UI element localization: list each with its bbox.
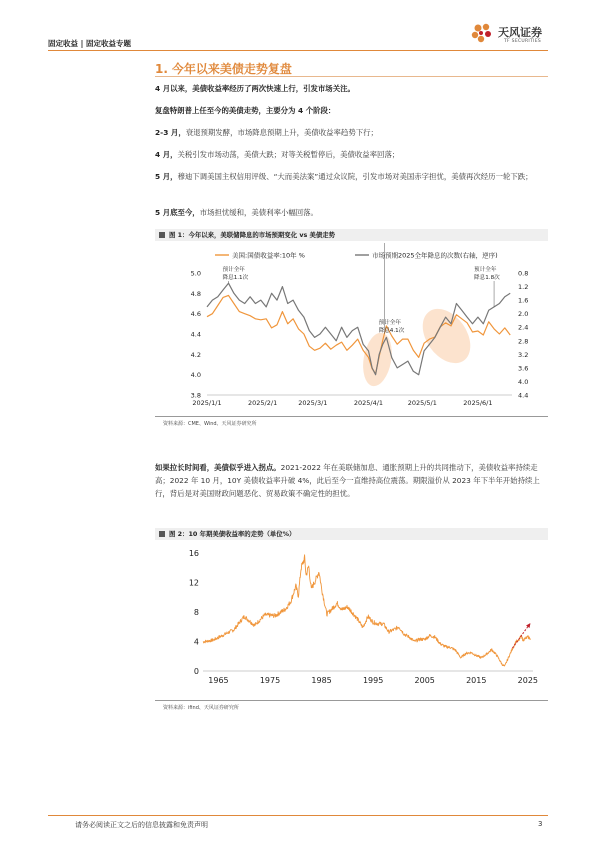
x-tick-label: 2025	[517, 676, 539, 685]
x-tick-label: 2025/4/1	[353, 399, 384, 407]
y-left-tick-label: 4.8	[190, 289, 201, 298]
y-right-tick-label: 4.0	[518, 377, 529, 386]
paragraph-3-text: 衰退预期发酵，市场降息预期上升，美债收益率趋势下行；	[185, 128, 378, 137]
x-tick-label: 2025/1/1	[192, 399, 222, 407]
chart-treasury-vs-rate-cuts	[155, 243, 548, 415]
figure2-source: 资料来源：ifind、天风证券研究所	[163, 705, 239, 711]
paragraph-long-term-text: 2021-2022 年在美联储加息、通胀预期上升的共同推动下，美债收益率持续走高；2022 年 10 月，10Y 美债收益率升破 4%，此后至今一直维持高位震荡。期限溢价从 2023 年下半年开始持续上行，背后是对美国财政问题恶化、贸易政策不确定性的担忧。	[155, 463, 540, 498]
legend-label: 美国:国债收益率:10年 %	[232, 251, 305, 260]
y-left-tick-label: 4.4	[190, 330, 201, 339]
paragraph-5	[155, 170, 548, 183]
y-right-tick-label: 3.2	[518, 350, 529, 359]
paragraph-2-bold: 复盘特朗普上任至今的美债走势，主要分为 4 个阶段：	[155, 106, 336, 115]
annotation-label: 降息1.1次	[222, 275, 249, 281]
x-tick-label: 2025/6/1	[463, 399, 493, 407]
x-tick-label: 2015	[466, 676, 487, 685]
y-right-tick-label: 1.6	[518, 296, 529, 305]
y-tick-label: 8	[193, 608, 199, 617]
paragraph-1-bold: 4 月以来，美债收益率经历了两次快速上行，引发市场关注。	[155, 84, 355, 93]
highlight-ellipse	[359, 330, 395, 388]
paragraph-long-term-bold: 如果拉长时间看，美债似乎进入拐点。	[155, 463, 281, 472]
trend-arrow-head	[526, 623, 530, 628]
annotation-label: 降息4.1次	[378, 327, 405, 334]
paragraph-6-bold: 5 月底至今，	[155, 208, 200, 217]
paragraph-4-bold: 4 月，	[155, 150, 178, 159]
figure-marker-icon	[159, 531, 165, 537]
paragraph-3	[155, 126, 548, 139]
paragraph-4-text: 关税引发市场动荡，美债大跌；对等关税暂停后，美债收益率回落；	[177, 150, 400, 159]
annotation-label: 降息1.8次	[474, 275, 500, 281]
page-number: 3	[538, 820, 543, 828]
x-tick-label: 1995	[362, 676, 384, 685]
paragraph-2	[155, 104, 548, 117]
brand-logo	[470, 22, 550, 48]
y-left-tick-label: 4.2	[190, 350, 201, 359]
header-category: 固定收益 | 固定收益专题	[48, 39, 131, 48]
y-right-tick-label: 1.2	[518, 283, 529, 292]
y-right-tick-label: 0.8	[518, 269, 529, 278]
x-tick-label: 2025/5/1	[407, 399, 437, 407]
figure2-title-bar	[155, 528, 548, 540]
figure1-source: 资料来源：CME、Wind、天风证券研究所	[163, 421, 257, 427]
paragraph-5-text: 穆迪下调美国主权信用评级、“大而美法案”通过众议院，引发市场对美国赤字担忧，美债再次经历一轮下跌；	[177, 172, 533, 181]
y-right-tick-label: 3.6	[518, 364, 529, 373]
y-right-tick-label: 2.8	[518, 337, 529, 346]
figure2-divider	[155, 700, 548, 701]
section-title	[155, 60, 292, 77]
paragraph-6	[155, 206, 548, 219]
y-tick-label: 4	[193, 637, 199, 647]
paragraph-1	[155, 82, 548, 95]
x-tick-label: 2025/3/1	[298, 399, 328, 407]
section-number: 1.	[155, 62, 168, 76]
header-divider	[48, 50, 548, 51]
figure-marker-icon	[159, 232, 165, 238]
x-tick-label: 1975	[259, 676, 281, 685]
brand-flower-icon	[470, 22, 496, 48]
y-right-tick-label: 4.4	[518, 391, 529, 400]
figure2-title: 图 2：10 年期美债收益率的走势（单位%）	[169, 530, 296, 538]
figure1-title: 图 1：今年以来，美联储降息的市场预期变化 vs 美债走势	[169, 231, 336, 239]
annotation-label: 预计全年	[474, 267, 497, 273]
paragraph-5-bold: 5 月，	[155, 172, 178, 181]
y-right-tick-label: 2.0	[518, 310, 529, 319]
y-left-tick-label: 4.6	[190, 310, 201, 319]
y-left-tick-label: 5.0	[190, 269, 201, 278]
y-left-tick-label: 4.0	[190, 371, 201, 380]
paragraph-4	[155, 148, 548, 161]
section-divider	[155, 76, 548, 77]
chart-10y-treasury-history	[155, 543, 548, 698]
legend-label: 市场预期2025全年降息的次数(右轴，逆序)	[372, 251, 498, 260]
footer-disclaimer: 请务必阅读正文之后的信息披露和免责声明	[75, 821, 208, 829]
series-line	[203, 555, 530, 666]
brand-name-en: TF SECURITIES	[504, 39, 542, 44]
annotation-label: 预计全年	[222, 267, 245, 273]
x-tick-label: 2005	[414, 676, 435, 685]
x-tick-label: 1985	[311, 676, 332, 685]
paragraph-6-text: 市场担忧缓和，美债利率小幅回落。	[199, 208, 318, 217]
brand-name-cn: 天风证券	[498, 26, 542, 39]
figure1-divider	[155, 416, 548, 417]
x-tick-label: 1965	[208, 676, 229, 685]
x-tick-label: 2025/2/1	[248, 399, 278, 407]
y-tick-label: 0	[193, 667, 199, 676]
y-tick-label: 12	[188, 578, 199, 588]
y-right-tick-label: 2.4	[518, 323, 529, 332]
annotation-label: 预计全年	[378, 319, 402, 326]
y-tick-label: 16	[188, 549, 199, 558]
figure1-title-bar	[155, 229, 548, 241]
y-left-tick-label: 3.8	[190, 391, 201, 400]
paragraph-3-bold: 2-3 月，	[155, 128, 186, 137]
section-title-text: 今年以来美债走势复盘	[171, 62, 292, 76]
highlight-ellipse	[413, 300, 480, 372]
paragraph-long-term	[155, 461, 548, 500]
footer-divider	[48, 815, 548, 816]
